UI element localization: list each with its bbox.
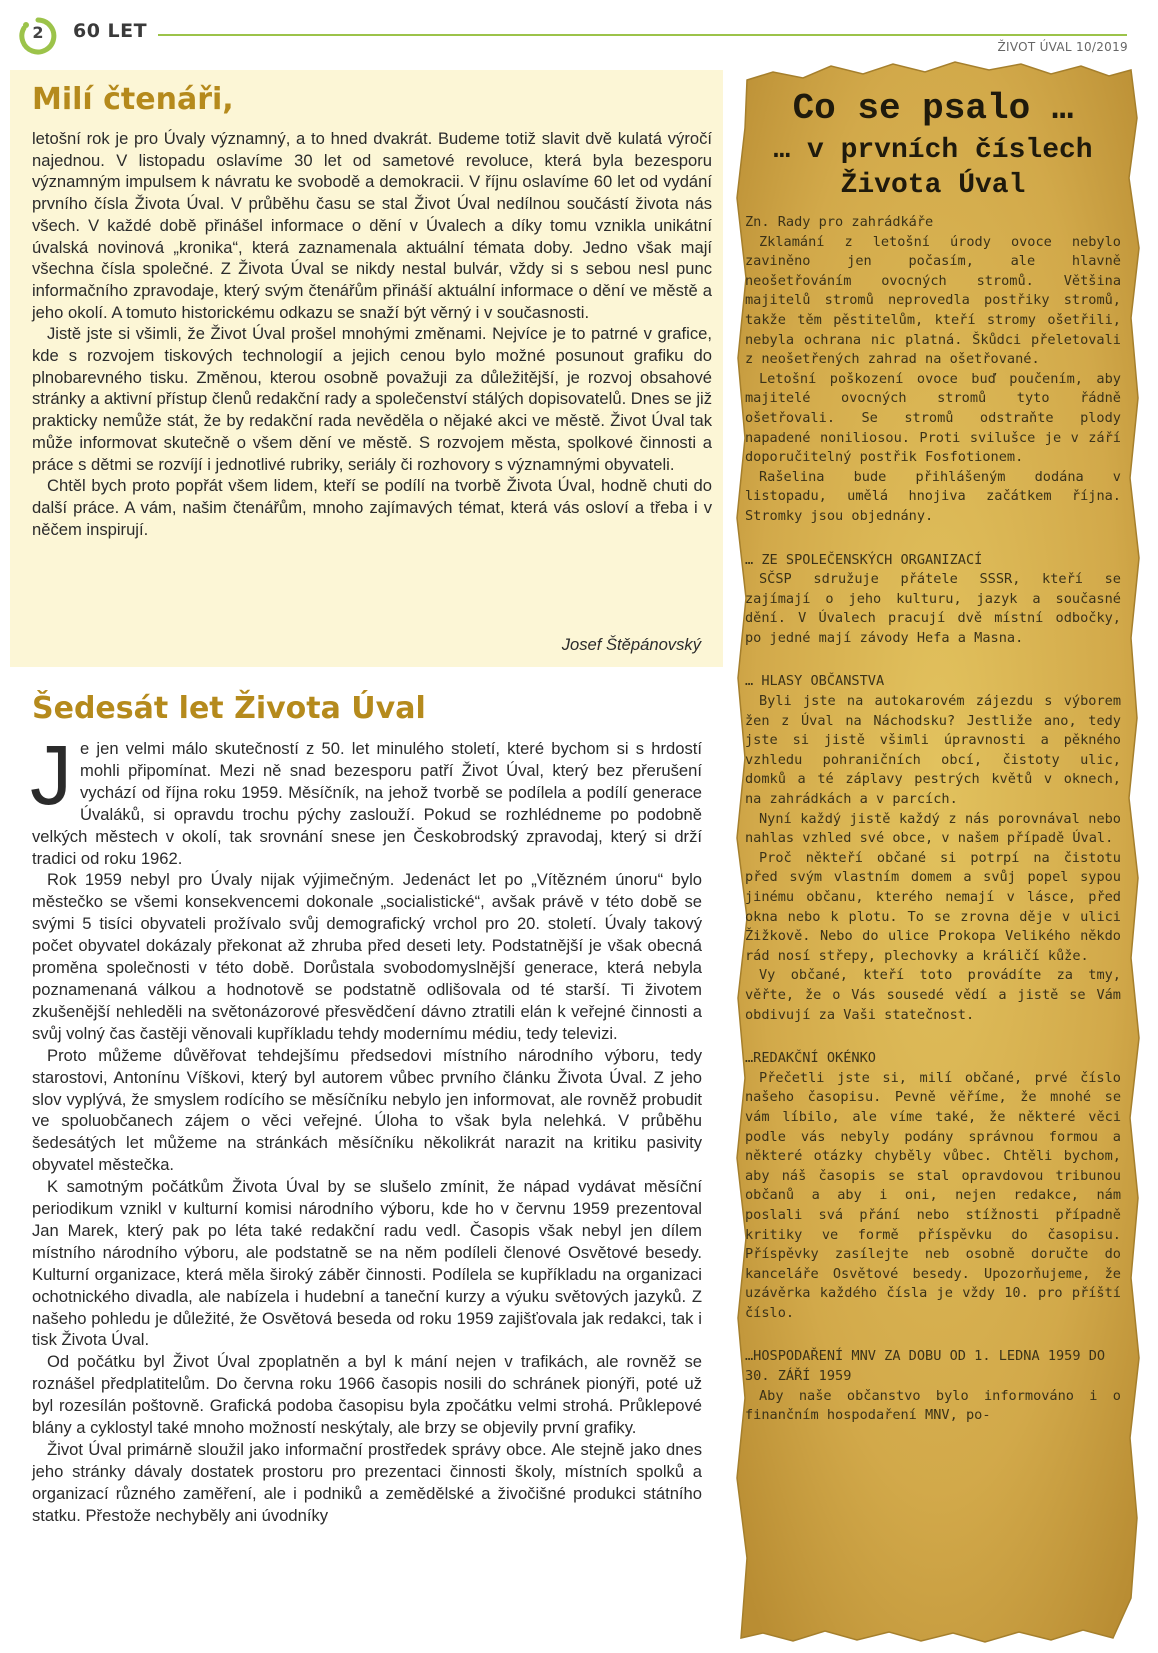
section-label: 60 LET xyxy=(73,20,148,42)
article-paragraph: Proto můžeme důvěřovat tehdejšímu předsedovi místního národního výboru, tedy starostovi, Antonínu Víškovi, který byl autorem vůbec prvního článku Života Úval. Z jeho slov vyplývá, že smyslem rodícího se měsíčníku nebylo jen informovat, ale rovněž probudit ve spoluobčanech zájem o věci veřejné. Úloha to však byla nelehká. V průběhu šedesátých let můžeme na stránkách měsíčníku několikrát narazit na kritiku pasivity obyvatel městečka. xyxy=(32,1045,702,1175)
article-title: Šedesát let Života Úval xyxy=(32,691,426,726)
editorial-title: Milí čtenáři, xyxy=(32,82,234,117)
editorial-paragraph: Jistě jste si všimli, že Život Úval prošel mnohými změnami. Nejvíce je to patrné v grafice, kde s rozvojem tiskových technologií a jejich cenou bylo možné posunout grafiku do plnobarevného tisku. Změnou, kterou osobně považuji za důležitější, je rozvoj obsahové stránky a aktivní přístup členů redakční rady a společenství stálých dopisovatelů. Dnes se již prakticky nemůže stát, že by redakční rada nevěděla o nějaké akci ve městě. Život Úval tak může informovat skutečně o všem dění ve městě. S rozvojem města, spolkové činnosti a práce s dětmi se rozvíjí i jednotlivé rubriky, seriály či rozhovory s významnými obyvateli. xyxy=(32,324,712,474)
sidebar-paragraph: Letošní poškození ovoce buď poučením, aby majitelé ovocných stromů tyto řádně ošetřovali. Se stromů odstraňte plody napadené noniliosou. Proti svilušce je v září doporučitelný postřik Fosfotionem. xyxy=(745,370,1121,466)
editorial-box xyxy=(10,70,723,667)
drop-cap: J xyxy=(30,728,72,822)
article-paragraph: Od počátku byl Život Úval zpoplatněn a byl k mání nejen v trafikách, ale rovněž se roznášel předplatitelům. Do června roku 1966 časopis nosili do schránek pionýři, poté už byl rozesílán poštovně. Grafická podoba časopisu byla zpočátku velmi strohá. Průklepové blány a cyklostyl také mnoho možností neskýtaly, ale brzy se objevily první grafiky. xyxy=(32,1352,702,1438)
sidebar-section-heading: …HOSPODAŘENÍ MNV ZA DOBU OD 1. LEDNA 1959 DO 30. ZÁŘÍ 1959 xyxy=(745,1348,1106,1385)
sidebar-paragraph: Rašelina bude přihlášeným dodána v listopadu, umělá hnojiva začátkem října. Stromky jsou objednány. xyxy=(745,468,1121,524)
sidebar-section-heading: … ZE SPOLEČENSKÝCH ORGANIZACÍ xyxy=(745,551,983,568)
editorial-paragraph: letošní rok je pro Úvaly významný, a to hned dvakrát. Budeme totiž slavit dvě kulatá výročí najednou. V listopadu oslavíme 30 let od sametové revoluce, která byla bezesporu významným impulsem k návratu ke svobodě a demokracii. V říjnu oslavíme 60 let od vydání prvního čísla Života Úval. V průběhu času se stal Život Úval nedílnou součástí života nás všech. V každé době přinášel informace o dění v Úvalech a díky tomu vznikla unikátní úvalská novinová „kronika“, která zaznamenala aktuální témata doby. Jedno však mají všechna čísla společné. Z Života Úval se nikdy nestal bulvár, vždy si s sebou nesl punc informačního zpravodaje, který svým čtenářům přináší aktuální informace o dění ve městě a jeho okolí. A tomuto historickému odkazu se snaží být věrný i v současnosti. xyxy=(32,129,712,322)
sidebar-paragraph: Přečetli jste si, milí občané, prvé číslo našeho časopisu. Pevně věříme, že mnohé se vám líbilo, ale víme také, že některé věci podle vás nebyly podány správnou formou a některé otázky chyběly vůbec. Chtěli bychom, aby náš časopis se stal opravdovou tribunou občanů a aby i oni, nejen redakce, nám poslali svá přání nebo stížnosti případně kritiky ve formě příspěvku do časopisu. Příspěvky zasílejte neb osobně doručte do kanceláře Osvětové besedy. Upozorňujeme, že uzávěrka každého čísla je vždy 10. pro příští číslo. xyxy=(745,1069,1121,1321)
sidebar-paragraph: Zklamání z letošní úrody ovoce nebylo zaviněno jen počasím, ale hlavně neošetřováním ovocných stromů. Většina majitelů stromů neprovedla postřiky stromů, takže těm pěstitelům, kteří stromy ošetřili, nebyla ochrana nic platná. Škůdci přeletovali z neošetřených zahrad na ošetřované. xyxy=(745,233,1121,368)
sidebar-section xyxy=(745,1347,1121,1425)
page-number: 2 xyxy=(32,23,44,42)
sidebar-section xyxy=(745,551,1121,649)
header-divider xyxy=(158,34,1127,36)
sidebar-paragraph: Nyní každý jistě každý z nás porovnával nebo nahlas vzhled své obce, v našem případě Úval. xyxy=(745,810,1121,847)
issue-label: ŽIVOT ÚVAL 10/2019 xyxy=(997,40,1128,54)
sidebar-title: Co se psalo … xyxy=(792,88,1074,129)
sidebar-paragraph: Vy občané, kteří toto provádíte za tmy, věřte, že o Vás sousedé vědí a jistě se Vám obdivují za Vaši statečnost. xyxy=(745,967,1121,1023)
sidebar-paragraph: Aby naše občanstvo bylo informováno i o finančním hospodaření MNV, po- xyxy=(745,1387,1121,1424)
article-paragraph: Rok 1959 nebyl pro Úvaly nijak výjimečným. Jedenáct let po „Vítězném únoru“ bylo městečko se všemi konsekvencemi dokonale „socialistické“, avšak právě v této době se svými 5 tisíci obyvateli prožívalo svůj demografický vrchol pro 20. století. Úvaly takový počet obyvatel dokázaly překonat až zhruba před deseti lety. Podstatnější je však obecná proměna společnosti v této době. Dorůstala svobodomyslnější generace, která nebyla poznamenaná válkou a hodnotově se podstatně odlišovala od té starší. Ti životem zkušenější nehleděli na světonázorové přesvědčení dávno ztratili elán k veřejné činnosti a svůj volný čas častěji věnovali kupříkladu tehdy modernímu médiu, tedy televizi. xyxy=(32,870,702,1043)
sidebar-section-heading: Zn. Rady pro zahrádkáře xyxy=(745,214,934,230)
sidebar-subtitle: … v prvních číslech Života Úval xyxy=(773,135,1093,201)
article-paragraph: Život Úval primárně sloužil jako informační prostředek správy obce. Ale stejně jako dnes jeho stránky dávaly dostatek prostoru pro prezentaci činnosti školy, místních spolků a organizací různého zaměření, ale i podniků a zemědělské a živočišné produkci státního statku. Přestože nechyběly ani úvodníky xyxy=(32,1440,702,1525)
sidebar-section xyxy=(745,672,1121,1025)
editorial-body xyxy=(32,128,712,540)
editorial-signature: Josef Štěpánovský xyxy=(561,635,701,654)
sidebar-paragraph: Byli jste na autokarovém zájezdu s výborem žen z Úval na Náchodsku? Jestliže ano, tedy jste si jistě všimli úpravnosti a pěkného vzhledu pohraničních obcí, čistoty ulic, domků a té záplavy pestrých květů v oknech, na zahrádkách a v parcích. xyxy=(745,693,1121,808)
sidebar-paragraph: Proč někteří občané si potrpí na čistotu před svým vlastním domem a svůj popel sypou jinému občanu, kterého nemají v lásce, před okna nebo k plotu. To se zrovna děje v ulici Žižkově. Nebo do ulice Prokopa Velikého někdo rád nosí střepy, plechovky a králičí kůže. xyxy=(745,849,1121,964)
editorial-paragraph: Chtěl bych proto popřát všem lidem, kteří se podílí na tvorbě Života Úval, hodně chuti do další práce. A vám, našim čtenářům, mnoho zajímavých témat, která vás osloví a třeba i v něčem inspirují. xyxy=(32,476,712,539)
sidebar-content xyxy=(745,88,1121,1426)
sidebar-section xyxy=(745,213,1121,527)
sidebar-section-heading: …REDAKČNÍ OKÉNKO xyxy=(745,1050,876,1067)
sidebar-section xyxy=(745,1049,1121,1323)
article-paragraph: Je jen velmi málo skutečností z 50. let minulého století, které bychom si s hrdostí mohli připomínat. Mezi ně snad bezesporu patří Život Úval, který bez přerušení vychází od října roku 1959. Měsíčník, na jehož tvorbě se podílela a podílí generace Úvaláků, si opravdu trochu pýchy zaslouží. Pokud se rozhlédneme po podobně velkých městech v okolí, tak srovnání snese jen Českobrodský zpravodaj, který si drží tradici od roku 1962. xyxy=(30,728,702,868)
article-paragraph: K samotným počátkům Života Úval by se slušelo zmínit, že nápad vydávat měsíční periodikum vznikl v kulturní komisi národního výboru, kde ho v červnu 1959 prezentoval Jan Marek, který pak po léta také redakční radu vedl. Časopis však nebyl jen dílem místního národního výboru, ale podstatně se na něm podíleli členové Osvětové besedy. Kulturní organizace, která měla široký záběr činnosti. Podílela se kupříkladu na organizaci ochotnického divadla, ale nabízela i hudební a taneční kurzy a výuku světových jazyků. Z našeho pohledu je důležité, že Osvětová beseda od roku 1959 zajišťovala jak redakci, tak i tisk Života Úval. xyxy=(32,1177,702,1350)
sidebar-section-heading: … HLASY OBČANSTVA xyxy=(745,673,885,690)
sidebar-paragraph: SČSP sdružuje přátele SSSR, kteří se zajímají o jeho kulturu, jazyk a současné dění. V Úvalech pracují dvě místní odbočky, po jedné mají závody Hefa a Masna. xyxy=(745,571,1121,646)
article-body xyxy=(30,728,702,1527)
page-header xyxy=(0,0,1158,66)
old-paper-sidebar xyxy=(733,58,1143,1645)
